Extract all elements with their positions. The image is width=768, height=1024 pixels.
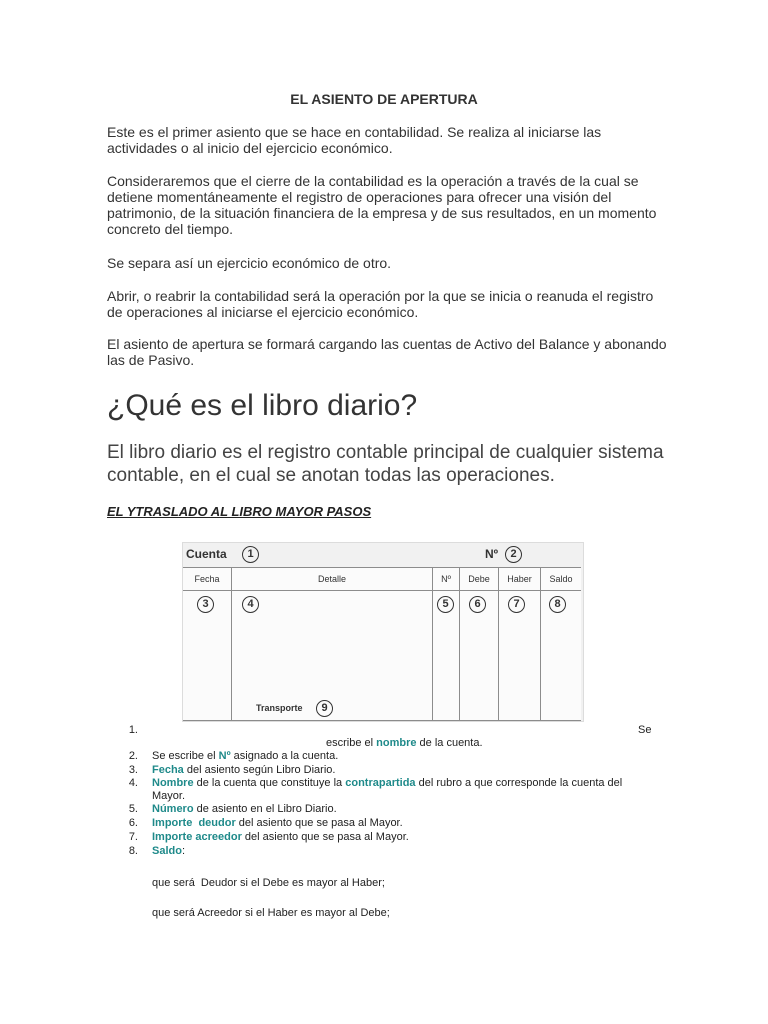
column-divider [432,568,433,720]
column-header-fecha: Fecha [194,574,220,584]
column-divider [459,568,460,720]
paragraph-separa: Se separa así un ejercicio económico de otro. [107,255,392,271]
paragraph-intro: Este es el primer asiento que se hace en contabilidad. Se realiza al iniciarse las actividades o al inicio del ejercicio económico. [107,124,602,156]
marker-1: 1 [242,546,259,563]
ledger-cuenta-label: Cuenta [186,547,227,561]
column-header-debe: Debe [468,574,490,584]
transporte-label: Transporte [256,703,303,713]
paragraph-cierre: Consideraremos que el cierre de la contabilidad es la operación a través de la cual se detiene momentáneamente el registro de operaciones para ofrecer una visión del patrimonio, de la situación financiera de la empresa y de sus resultados, en un momento concreto del tiempo. [107,173,657,237]
column-divider [498,568,499,720]
list-item: 1. Se escribe el nombre de la cuenta. [128,724,652,749]
document-page: EL ASIENTO DE APERTURA Este es el primer asiento que se hace en contabilidad. Se realiza al iniciarse las actividades o al inicio del ejercicio económico. Consideraremos que el cierre de la contabilidad es la operación a través de la cual se detiene momentáneamente el registro de operaciones para ofrecer una visión del patrimonio, de la situación financiera de la empresa y de sus resultados, en un momento concreto del tiempo. Se separa así un ejercicio económico de otro. Abrir, o reabrir la contabilidad será la operación por la que se inicia o reanuda el registro de operaciones al iniciarse el ejercicio económico. El asiento de apertura se formará cargando las cuentas de Activo del Balance y abonando las de Pasivo. ¿Qué es el libro diario? El libro diario es el registro contable principal de cualquier sistema contable, en el cual se anotan todas las operaciones. EL YTRASLADO AL LIBRO MAYOR PASOS Cuenta 1 Nº 2 Fecha Detalle Nº Debe Haber Saldo 3 4 5 6 7 8 Transporte 9 1. Se escribe el nombre de la cuenta. 2. Se escribe el Nº asignado a la cuenta. 3. Fecha del asiento según Libro Diario. 4. Nombre de la cuenta que constituye la contrapartida del rubro a que corresponde la cuenta del Mayor. 5. Número de asiento en el Libro Diario. 6. Importe deudor del asiento que se pasa al Mayor. 7. Importe acreedor del asiento que se pasa al Mayor. 8. Saldo: que será Deudor si el Debe es mayor al Haber; que será Acreedor si el Haber es mayor al Debe; [0,0,768,1024]
column-header-detalle: Detalle [317,574,346,584]
marker-2: 2 [505,546,522,563]
marker-8: 8 [549,596,566,613]
marker-5: 5 [437,596,454,613]
ledger-no-label: Nº [485,547,499,561]
paragraph-apertura: El asiento de apertura se formará cargando las cuentas de Activo del Balance y abonando las de Pasivo. [107,336,667,368]
marker-4: 4 [242,596,259,613]
marker-7: 7 [508,596,525,613]
column-divider [540,568,541,720]
column-header-saldo: Saldo [549,574,573,584]
marker-6: 6 [469,596,486,613]
saldo-note-acreedor: que será Acreedor si el Haber es mayor al Debe; [152,907,390,919]
paragraph-abrir: Abrir, o reabrir la contabilidad será la operación por la que se inicia o reanuda el registro de operaciones al iniciarse el ejercicio económico. [107,288,654,320]
marker-9: 9 [316,700,333,717]
ledger-header-divider [183,590,581,591]
column-header-no: Nº [441,574,451,584]
marker-3: 3 [197,596,214,613]
saldo-note-deudor: que será Deudor si el Debe es mayor al Haber; [152,877,385,889]
document-title: EL ASIENTO DE APERTURA [290,91,478,107]
ledger-table [183,567,581,721]
section-heading: ¿Qué es el libro diario? [107,389,418,422]
ledger-diagram [182,542,584,722]
column-divider [231,568,232,720]
column-header-haber: Haber [507,574,532,584]
steps-subheading: EL YTRASLADO AL LIBRO MAYOR PASOS [107,504,372,519]
lead-paragraph: El libro diario es el registro contable principal de cualquier sistema contable, en el cual se anotan todas las operaciones. [107,442,664,486]
